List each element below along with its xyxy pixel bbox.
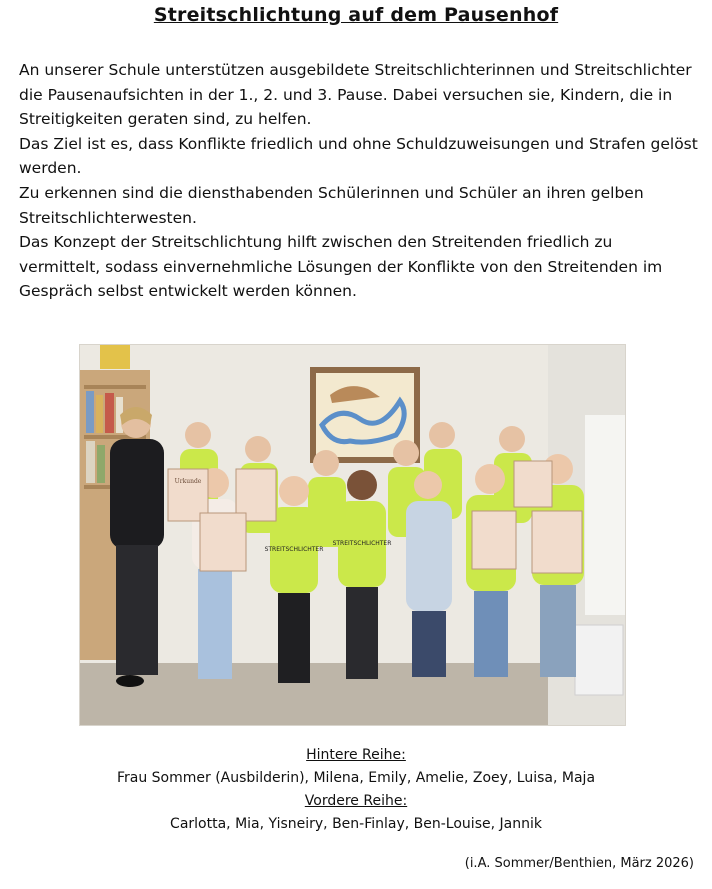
back-row-heading: Hintere Reihe: [306,747,406,763]
certificate-label: Urkunde [174,478,202,485]
group-photo [79,344,626,726]
paragraph-3: Zu erkennen sind die diensthabenden Schülerinnen und Schüler an ihren gelben Streitschlichterwesten. [19,183,644,227]
window [585,415,626,615]
teacher [110,407,164,687]
photo-caption [0,744,712,836]
intro-text [19,58,698,304]
front-row-heading: Vordere Reihe: [304,793,408,809]
page-title: Streitschlichtung auf dem Pausenhof [153,4,559,26]
credit-line: (i.A. Sommer/Benthien, März 2026) [464,856,694,871]
vest-label: STREITSCHLICHTER [332,540,392,547]
back-row-names: Frau Sommer (Ausbilderin), Milena, Emily, Amelie, Zoey, Luisa, Maja [116,770,596,786]
radiator [575,625,623,695]
front-row-names: Carlotta, Mia, Yisneiry, Ben-Finlay, Ben-Louise, Jannik [170,816,542,832]
vest-label: STREITSCHLICHTER [264,546,324,553]
paragraph-1: An unserer Schule unterstützen ausgebildete Streitschlichterinnen und Streitschlichter die Pausenaufsichten in der 1., 2. und 3. Pause. Dabei versuchen sie, Kindern, die in Streitigkeiten geraten sind, zu helfen. [19,61,692,129]
paragraph-2: Das Ziel ist es, dass Konflikte friedlich und ohne Schuldzuweisungen und Strafen gelöst werden. [19,134,698,178]
paragraph-4: Das Konzept der Streitschlichtung hilft zwischen den Streitenden friedlich zu vermittelt, sodass einvernehmliche Lösungen der Konflikte von den Streitenden im Gespräch selbst entwickelt werden können. [19,233,663,301]
